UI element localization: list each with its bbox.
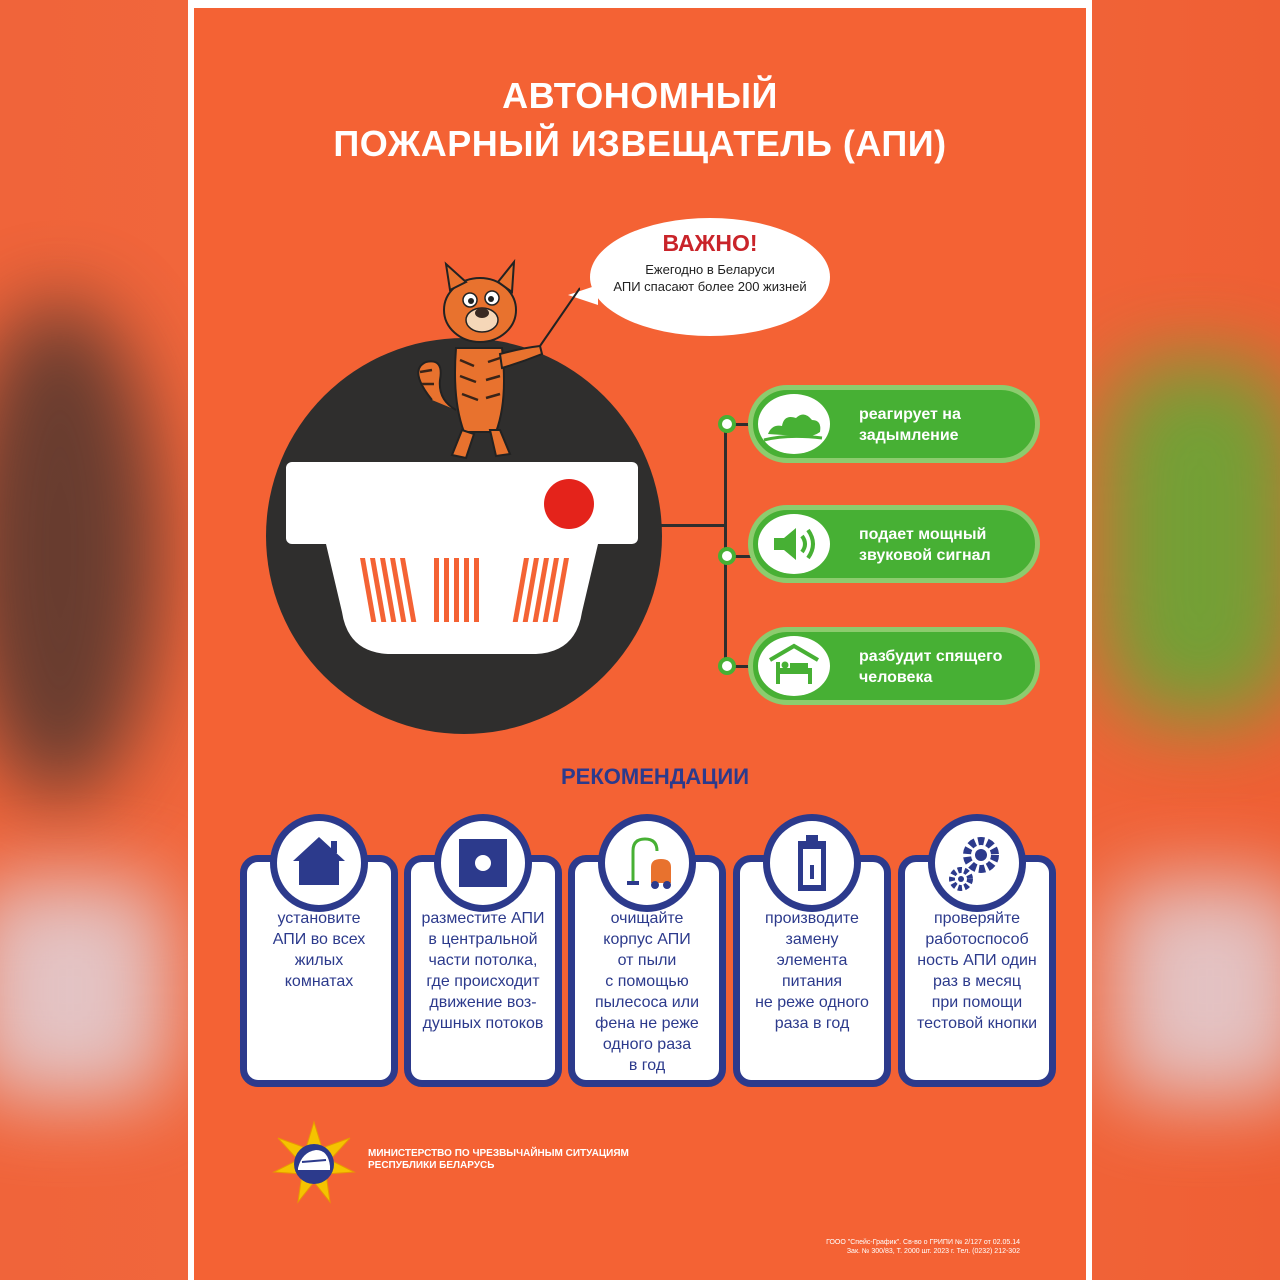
card-line: тестовой кнопки <box>916 1015 1038 1032</box>
battery-icon <box>770 821 854 905</box>
card-line: замену <box>785 931 839 948</box>
card-line: элемента <box>776 952 848 969</box>
smoke-detector-illustration <box>286 462 638 657</box>
recommendation-card <box>733 855 891 1087</box>
card-line: движение воз- <box>429 994 537 1011</box>
backdrop-blob <box>0 300 160 800</box>
connector-vertical <box>724 423 727 667</box>
poster-title <box>188 72 1092 168</box>
card-line: душных потоков <box>422 1015 544 1032</box>
card-line: работоспособ <box>925 931 1029 948</box>
card-line: одного раза <box>602 1036 692 1053</box>
card-badge <box>434 814 532 912</box>
title-line-1: АВТОНОМНЫЙ <box>502 75 778 116</box>
card-text <box>251 908 387 992</box>
card-text <box>744 908 880 1034</box>
poster-border <box>1086 0 1092 1280</box>
poster-border <box>188 0 1092 8</box>
title-line-2: ПОЖАРНЫЙ ИЗВЕЩАТЕЛЬ (АПИ) <box>333 123 947 164</box>
feature-line-2: человека <box>859 669 933 686</box>
gears-icon <box>935 821 1019 905</box>
backdrop-blob <box>1110 880 1280 1100</box>
card-line: проверяйте <box>933 910 1021 927</box>
imprint-line-1: ГООО "Спейс-График". Св-во о ГРИПИ № 2/127 от 02.05.14 <box>826 1239 1020 1246</box>
card-line: не реже одного <box>755 994 869 1011</box>
backdrop-blob <box>0 880 170 1100</box>
card-line: корпус АПИ <box>603 931 691 948</box>
card-line: где происходит <box>426 973 540 990</box>
connector-horizontal <box>658 524 726 527</box>
card-line: фена не реже <box>595 1015 699 1032</box>
cat-mascot-illustration <box>400 250 580 465</box>
card-line: питания <box>781 973 843 990</box>
poster <box>188 0 1092 1280</box>
card-text <box>909 908 1045 1034</box>
recommendation-card <box>898 855 1056 1087</box>
feature-smoke <box>748 385 1040 463</box>
important-bubble <box>590 218 830 336</box>
feature-label <box>859 524 1039 566</box>
card-line: раза в год <box>774 1015 850 1032</box>
feature-icon-bg <box>758 514 830 574</box>
recommendation-card <box>568 855 726 1087</box>
feature-icon-bg <box>758 394 830 454</box>
backdrop-blob <box>1100 360 1280 720</box>
feature-line-1: подает мощный <box>859 526 987 543</box>
ministry-emblem <box>272 1120 356 1204</box>
card-badge <box>928 814 1026 912</box>
card-line: производите <box>765 910 859 927</box>
card-line: установите <box>277 910 361 927</box>
feature-wake <box>748 627 1040 705</box>
smoke-icon <box>758 394 830 454</box>
card-line: очищайте <box>610 910 684 927</box>
feature-icon-bg <box>758 636 830 696</box>
poster-border <box>188 0 194 1280</box>
house-icon <box>277 821 361 905</box>
bubble-heading: ВАЖНО! <box>662 230 758 256</box>
vacuum-icon <box>605 821 689 905</box>
bubble-line-2: АПИ спасают более 200 жизней <box>613 279 807 294</box>
card-line: АПИ во всех <box>272 931 366 948</box>
card-line: комнатах <box>284 973 354 990</box>
card-badge <box>598 814 696 912</box>
connector-dot <box>718 657 736 675</box>
recommendation-card <box>240 855 398 1087</box>
imprint <box>788 1238 1020 1256</box>
ministry-line-1: МИНИСТЕРСТВО ПО ЧРЕЗВЫЧАЙНЫМ СИТУАЦИЯМ <box>368 1148 629 1159</box>
card-line: с помощью <box>605 973 689 990</box>
speaker-icon <box>758 514 830 574</box>
card-line: ность АПИ один <box>917 952 1037 969</box>
feature-line-2: звуковой сигнал <box>859 547 991 564</box>
card-line: раз в месяц <box>932 973 1022 990</box>
ministry-caption <box>368 1148 668 1172</box>
card-line: в год <box>628 1057 666 1074</box>
feature-label <box>859 646 1039 688</box>
bubble-line-1: Ежегодно в Беларуси <box>645 262 775 277</box>
feature-line-2: задымление <box>859 427 959 444</box>
card-line: пылесоса или <box>594 994 700 1011</box>
card-line: жилых <box>294 952 344 969</box>
connector-dot <box>718 547 736 565</box>
feature-line-1: реагирует на <box>859 406 961 423</box>
feature-label <box>859 404 1039 446</box>
feature-line-1: разбудит спящего <box>859 648 1003 665</box>
card-badge <box>763 814 861 912</box>
card-line: от пыли <box>617 952 677 969</box>
recommendations-title: РЕКОМЕНДАЦИИ <box>560 764 750 789</box>
card-line: в центральной <box>428 931 538 948</box>
recommendation-card <box>404 855 562 1087</box>
card-line: части потолка, <box>428 952 538 969</box>
ceiling-icon <box>441 821 525 905</box>
ministry-line-2: РЕСПУБЛИКИ БЕЛАРУСЬ <box>368 1160 495 1171</box>
imprint-line-2: Зак. № 300/83, Т. 2000 шт. 2023 г. Тел. (0232) 212-302 <box>846 1248 1020 1255</box>
card-line: разместите АПИ <box>421 910 545 927</box>
bed-icon <box>758 636 830 696</box>
card-badge <box>270 814 368 912</box>
card-text <box>415 908 551 1034</box>
connector-dot <box>718 415 736 433</box>
card-line: при помощи <box>931 994 1023 1011</box>
card-text <box>579 908 715 1076</box>
feature-sound <box>748 505 1040 583</box>
